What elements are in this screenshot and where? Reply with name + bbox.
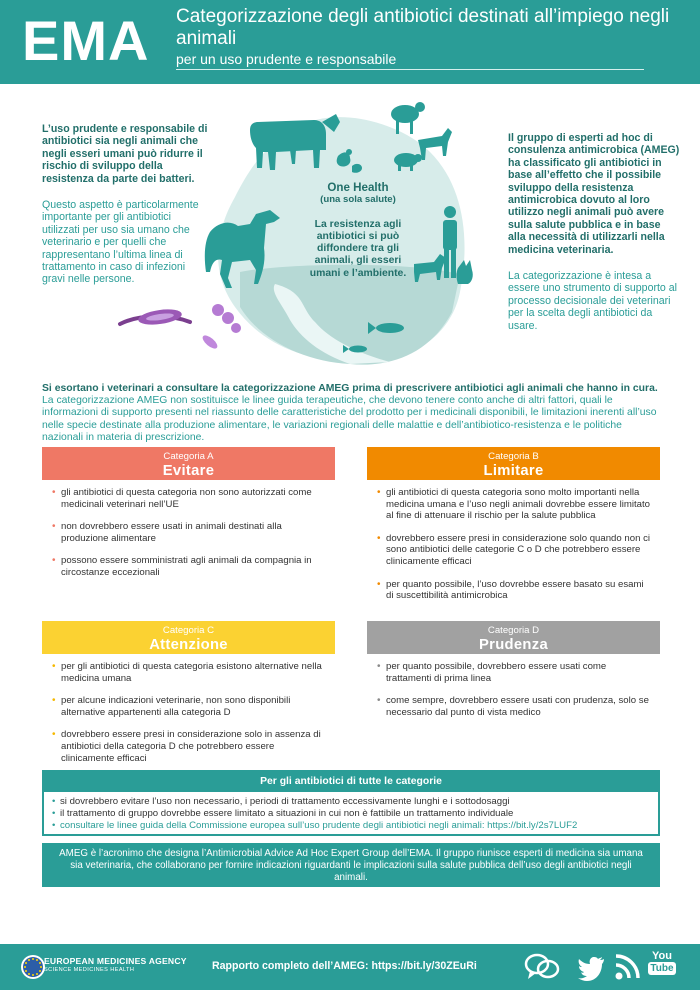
youtube-bottom-label: Tube (648, 962, 676, 975)
chat-icon[interactable] (524, 952, 560, 982)
category-d-name: Prudenza (478, 637, 548, 653)
intro-left-bold: L’uso prudente e responsabile di antibiotici sia negli animali che negli esseri umani può ridurre il rischio di sviluppo della resistenza da parte dei batteri. (42, 123, 208, 185)
page-title: Categorizzazione degli antibiotici destinati all’impiego negli animali (176, 6, 670, 49)
category-c-list (42, 654, 335, 764)
sheep-icon (391, 102, 425, 134)
page-subtitle: per un uso prudente e responsabile (176, 51, 644, 70)
category-d-label: Categoria D (487, 625, 540, 636)
intro-left-regular: Questo aspetto è particolarmente importante per gli antibiotici utilizzati per uso sia umano che veterinario e per quelli che rappresentano l’ultima linea di trattamento in caso di infezioni gravi nelle persone. (42, 199, 199, 286)
category-b-name: Limitare (483, 463, 544, 479)
all-categories-list (44, 792, 658, 831)
all-categories-box (42, 770, 660, 836)
exhort-bold: Si esortano i veterinari a consultare la categorizzazione AMEG prima di prescrivere antibiotici agli animali che hanno in cura. (42, 383, 658, 394)
list-item: • non dovrebbero essere usati in animali destinati alla produzione alimentare (54, 521, 325, 544)
category-d-box (367, 621, 660, 721)
category-a-header (42, 447, 335, 480)
list-item: • il trattamento di gruppo dovrebbe essere limitato a situazioni in cui non è fattibile un trattamento individuale (52, 808, 658, 820)
one-health-illustration (100, 92, 500, 392)
category-a-list (42, 480, 335, 579)
category-a-box (42, 447, 335, 607)
category-d-header (367, 621, 660, 654)
category-c-box (42, 621, 335, 764)
category-b-list (367, 480, 660, 602)
youtube-top-label: You (652, 950, 672, 962)
twitter-icon[interactable] (576, 952, 606, 982)
list-item: • per quanto possibile, dovrebbero essere usati come trattamenti di prima linea (379, 661, 650, 684)
one-health-paren: (una sola salute) (320, 194, 396, 206)
list-item: • dovrebbero essere presi in considerazione solo in assenza di antibiotici della categoria D che potrebbero essere clinicamente efficaci (54, 729, 325, 764)
list-item: • per alcune indicazioni veterinarie, non sono disponibili alternative appartenenti alla categoria D (54, 695, 325, 718)
category-a-label: Categoria A (163, 451, 214, 462)
list-item: • per quanto possibile, l’uso dovrebbe essere basato su esami di suscettibilità antimicrobica (379, 579, 650, 602)
report-link[interactable]: Rapporto completo dell’AMEG: https://bit.ly/30ZEuRi (212, 960, 477, 972)
category-d-list (367, 654, 660, 718)
intro-right (508, 132, 680, 332)
intro-right-bold: Il gruppo di esperti ad hoc di consulenza antimicrobica (AMEG) ha classificato gli antibiotici in base all’effetto che il possibile sviluppo della resistenza antimicrobica dovuto al loro utilizzo negli animali può avere sulla salute pubblica e in base alla necessità di utilizzarli nella medicina veterinaria. (508, 132, 680, 256)
footer (0, 944, 700, 990)
exhort-paragraph (42, 383, 662, 444)
category-c-label: Categoria C (162, 625, 215, 636)
category-c-name: Attenzione (149, 637, 228, 653)
agency-name: EUROPEAN MEDICINES AGENCY (44, 956, 187, 966)
goat-icon (418, 128, 452, 160)
list-item: • gli antibiotici di questa categoria sono molto importanti nella medicina umana e l’uso negli animali dovrebbe essere limitato al fine di attenuare il rischio per la salute pubblica (379, 487, 650, 522)
category-a-name: Evitare (162, 463, 215, 479)
list-item: • dovrebbero essere presi in considerazione solo quando non ci sono antibiotici delle categorie C o D che potrebbero essere clinicamente efficaci (379, 533, 650, 568)
agency-tagline: SCIENCE MEDICINES HEALTH (44, 967, 135, 973)
ameg-note: AMEG è l’acronimo che designa l’Antimicrobial Advice Ad Hoc Expert Group dell’EMA. Il gruppo riunisce esperti di medicina sia umana sia veterinaria, che collaborano per fornire indicazioni riguardanti le implicazioni sulla salute pubblica dell’uso degli antibiotici negli animali. (42, 843, 660, 887)
category-b-label: Categoria B (488, 451, 539, 462)
ema-logo: EMA (22, 9, 150, 72)
exhort-regular: La categorizzazione AMEG non sostituisce le linee guida terapeutiche, che devono tenere conto anche di altri fattori, quali le informazioni di supporto presenti nel riassunto delle caratteristiche del prodotto per i medicinali disponibili, le limitazioni inerenti all’uso nelle specie destinate alla produzione alimentare, le variazioni regionali delle malattie e dell’antibiotico-resistenza e le politiche nazionali in materia di prescrizione. (42, 395, 657, 443)
eu-stars-icon (20, 954, 46, 980)
list-item: • gli antibiotici di questa categoria non sono autorizzati come medicinali veterinari nell’UE (54, 487, 325, 510)
one-health-text (302, 182, 414, 280)
category-b-header (367, 447, 660, 480)
list-item: • si dovrebbero evitare l’uso non necessario, i periodi di trattamento eccessivamente lunghi e i sottodosaggi (52, 796, 658, 808)
list-item: • possono essere somministrati agli animali da compagnia in circostanze eccezionali (54, 555, 325, 578)
bacteria-icon (120, 304, 241, 351)
header-banner (0, 0, 700, 84)
list-item: • come sempre, dovrebbero essere usati con prudenza, solo se necessario dal punto di vista medico (379, 695, 650, 718)
rss-icon[interactable] (614, 952, 640, 982)
list-item: • per gli antibiotici di questa categoria esistono alternative nella medicina umana (54, 661, 325, 684)
guidelines-link[interactable]: • consultare le linee guida della Commissione europea sull’uso prudente degli antibiotici negli animali: https://bit.ly/2s7LUF2 (52, 820, 658, 832)
youtube-icon[interactable] (648, 950, 676, 975)
all-categories-title: Per gli antibiotici di tutte le categorie (44, 772, 658, 792)
category-b-box (367, 447, 660, 615)
category-c-header (42, 621, 335, 654)
intro-right-regular: La categorizzazione è intesa a essere uno strumento di supporto al processo decisionale dei veterinari per la scelta degli antibiotici da usare. (508, 270, 678, 332)
one-health-body: La resistenza agli antibiotici si può diffondere tra gli animali, gli esseri umani e l’ambiente. (309, 218, 407, 279)
one-health-title: One Health (327, 181, 389, 194)
